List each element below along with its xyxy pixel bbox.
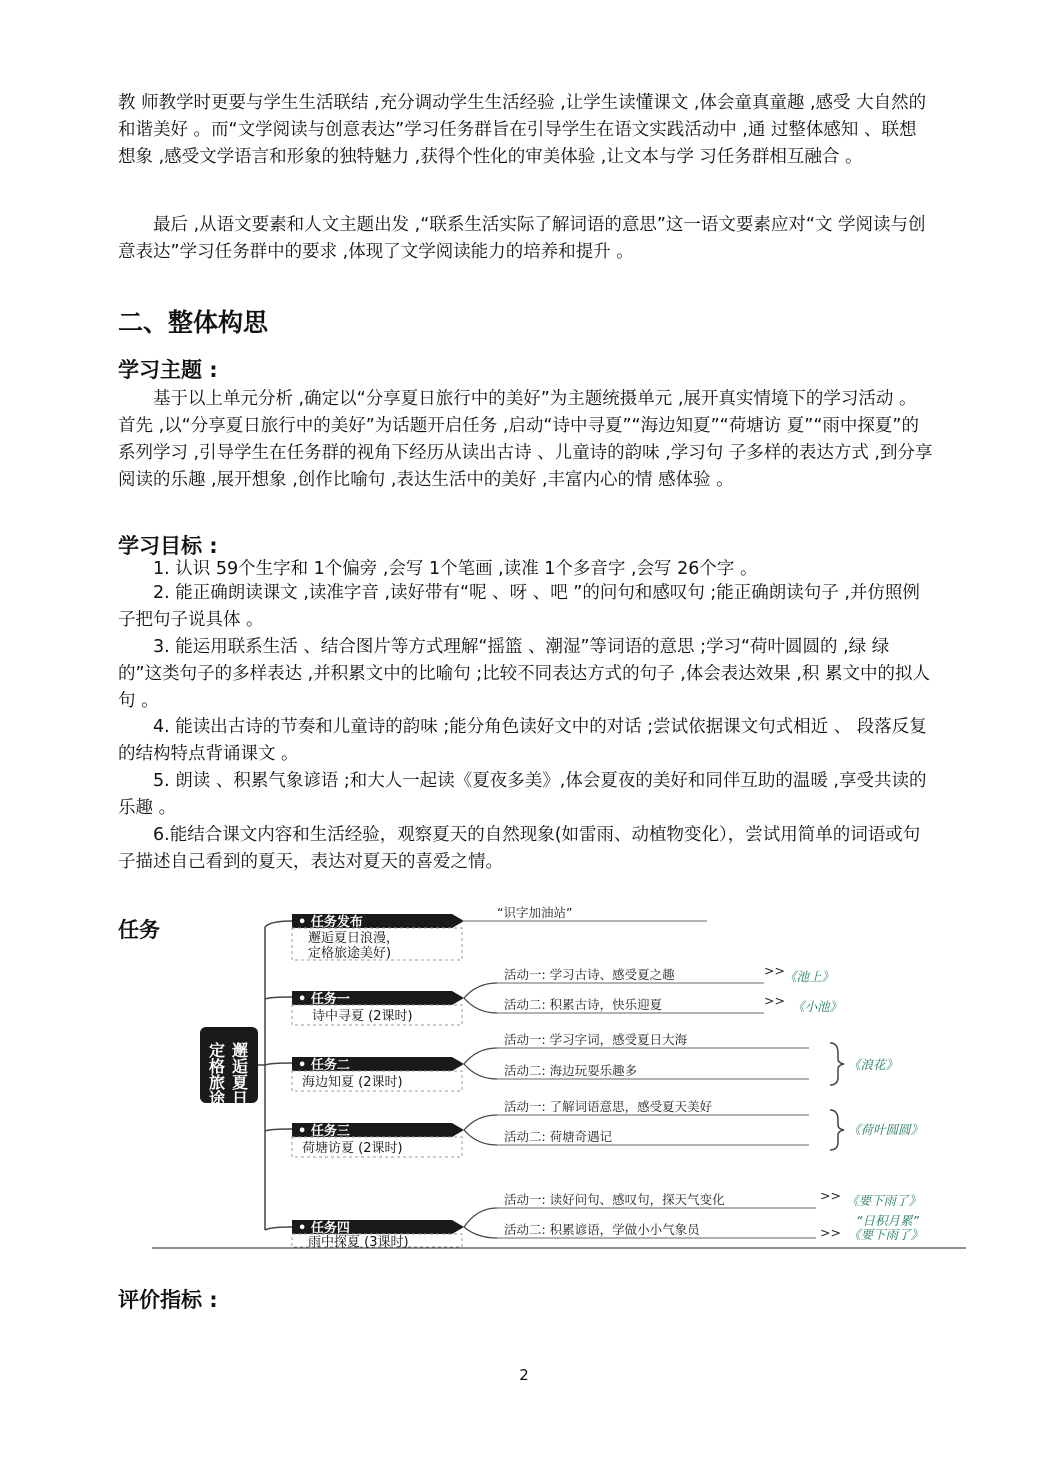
release-label: • 任务发布 xyxy=(298,915,363,930)
goal-item: 3. 能运用联系生活 、结合图片等方式理解“摇篮 、潮湿”等词语的意思 ;学习“荷叶圆圆的 ,绿 绿的”这类句子的多样表达 ,并积累文中的比喻句 ;比较不同表达方式的句子 ,体会表达效果 ,积 累文中的拟人句 。 xyxy=(118,637,930,711)
goal-item: 2. 能正确朗读课文 ,读准字音 ,读好带有“呢 、呀 、吧 ”的问句和感叹句 ;能正确朗读句子 ,并仿照例子把句子说具体 。 xyxy=(118,583,920,630)
intro-paragraph-1: 教 师教学时更要与学生生活联结 ,充分调动学生生活经验 ,让学生读懂课文 ,体会童真童趣 ,感受 大自然的和谐美好 。而“文学阅读与创意表达”学习任务群旨在引导学生在语文实践活动中 ,通 过整体感知 、联想想象 ,感受文学语言和形象的独特魅力 ,获得个性化的审美体验 ,让文本与学 习任务群相互融合 。 xyxy=(118,93,927,167)
task1-fork xyxy=(464,983,497,1013)
release-arrow-text: “识字加油站” xyxy=(497,905,573,920)
task1-name: 诗中寻夏 (2课时) xyxy=(312,1009,413,1024)
root-text-col-1: 邂逅夏日浪漫 xyxy=(229,1042,249,1138)
evaluation-heading: 评价指标 : xyxy=(118,1288,218,1312)
task1-chevron-1: >> xyxy=(764,963,785,978)
task4-ref-2: “日积月累” xyxy=(856,1213,919,1228)
goals-heading: 学习目标 : xyxy=(118,534,218,558)
theme-paragraph: 基于以上单元分析 ,确定以“分享夏日旅行中的美好”为主题统摄单元 ,展开真实情境下的学习活动 。首先 ,以“分享夏日旅行中的美好”为话题开启任务 ,启动“诗中寻夏”“海边知夏”“荷塘访 夏”“雨中探夏”的系列学习 ,引导学生在任务群的视角下经历从读出古诗 、儿童诗的韵味 ,学习句 子多样的表达方式 ,到分享阅读的乐趣 ,展开想象 ,创作比喻句 ,表达生活中的美好 ,丰富内心的情 感体验 。 xyxy=(118,389,933,490)
intro-paragraph-2: 最后 ,从语文要素和人文主题出发 ,“联系生活实际了解词语的意思”这一语文要素应对“文 学阅读与创意表达”学习任务群中的要求 ,体现了文学阅读能力的培养和提升 。 xyxy=(118,215,926,262)
task2-brace xyxy=(830,1043,844,1085)
task1-label: • 任务一 xyxy=(298,992,350,1007)
task1-activity-1: 活动一: 学习古诗、感受夏之趣 xyxy=(504,967,675,982)
section-title: 二、整体构思 xyxy=(118,308,269,337)
task-mindmap xyxy=(152,905,972,1255)
task3-ref-1: 《荷叶圆圆》 xyxy=(848,1122,924,1137)
task3-activity-1: 活动一: 了解词语意思，感受夏天美好 xyxy=(504,1099,713,1114)
task4-fork xyxy=(464,1208,497,1238)
goal-item: 5. 朗读 、积累气象谚语 ;和大人一起读《夏夜多美》,体会夏夜的美好和同伴互助的温暖 ,享受共读的乐趣 。 xyxy=(118,771,927,818)
trunk-line xyxy=(258,927,265,1230)
theme-heading: 学习主题 : xyxy=(118,358,218,382)
task2-activity-2: 活动二: 海边玩耍乐趣多 xyxy=(504,1063,638,1078)
task1-ref-2: 《小池》 xyxy=(792,999,843,1014)
task4-label: • 任务四 xyxy=(298,1221,350,1236)
task4-branch xyxy=(265,1227,292,1230)
task2-ref-1: 《浪花》 xyxy=(848,1057,899,1072)
goal-item: 4. 能读出古诗的节奏和儿童诗的韵味 ;能分角色读好文中的对话 ;尝试依据课文句式相近 、 段落反复的结构特点背诵课文 。 xyxy=(118,717,927,764)
goal-item: 1. 认识 59个生字和 1个偏旁 ,会写 1个笔画 ,读准 1个多音字 ,会写 26个字 。 xyxy=(153,559,758,579)
release-line-1: 邂逅夏日浪漫， xyxy=(308,931,400,946)
task4-activity-1: 活动一: 读好问句、感叹句，探天气变化 xyxy=(504,1192,725,1207)
task4-activity-2: 活动二: 积累谚语，学做小小气象员 xyxy=(504,1222,700,1237)
release-branch xyxy=(265,921,292,927)
task2-name: 海边知夏 (2课时) xyxy=(302,1075,403,1090)
task2-label: • 任务二 xyxy=(298,1058,350,1073)
task4-ref-3: 《要下雨了》 xyxy=(848,1227,924,1242)
task4-name: 雨中探夏 (3课时) xyxy=(308,1235,409,1250)
task1-ref-1: 《池上》 xyxy=(784,969,835,984)
goal-item: 6.能结合课文内容和生活经验，观察夏天的自然现象(如雷雨、动植物变化），尝试用简单的词语或句子描述自己看到的夏天，表达对夏天的喜爱之情。 xyxy=(118,825,921,872)
task3-brace xyxy=(830,1110,844,1150)
task1-branch xyxy=(265,997,292,999)
task4-ref-1: 《要下雨了》 xyxy=(846,1193,922,1208)
task4-chevron-1: >> xyxy=(820,1188,841,1203)
task1-chevron-2: >> xyxy=(764,993,785,1008)
task3-label: • 任务三 xyxy=(298,1124,350,1139)
page-number: 2 xyxy=(519,1366,529,1384)
task2-activity-1: 活动一: 学习字词，感受夏日大海 xyxy=(504,1032,688,1047)
task3-name: 荷塘访夏 (2课时) xyxy=(302,1141,403,1156)
task-heading: 任务 xyxy=(118,918,160,942)
root-text-col-2: 定格旅途美好 xyxy=(206,1042,226,1138)
release-line-2: 定格旅途美好) xyxy=(308,946,392,961)
task3-activity-2: 活动二: 荷塘奇遇记 xyxy=(504,1129,613,1144)
task3-branch xyxy=(265,1129,292,1131)
task2-fork xyxy=(464,1048,497,1079)
task4-chevron-2: >> xyxy=(820,1225,841,1240)
task3-fork xyxy=(464,1115,497,1145)
task1-activity-2: 活动二: 积累古诗，快乐迎夏 xyxy=(504,997,663,1012)
task2-branch xyxy=(265,1063,292,1065)
